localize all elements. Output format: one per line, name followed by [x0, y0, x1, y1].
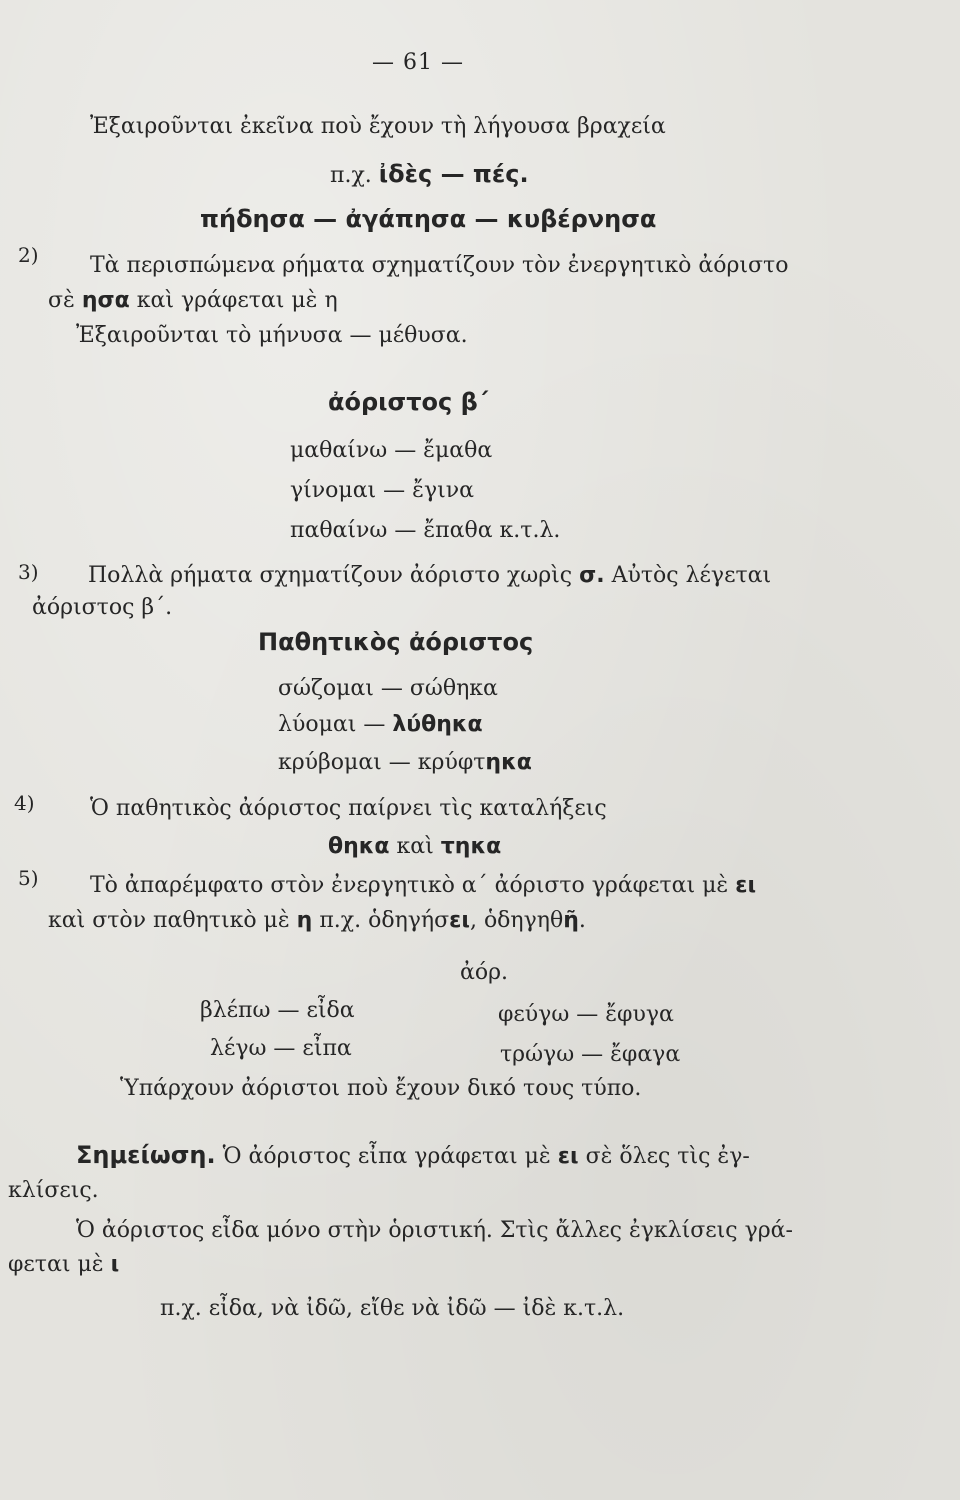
pidisa-examples: πήδησα — ἀγάπησα — κυβέρνησα: [200, 205, 657, 233]
item-2-isa-ending: ησα: [81, 288, 130, 313]
note-ei: ει: [557, 1144, 579, 1169]
passive-example-2-a: λύομαι —: [278, 712, 386, 737]
aorist-left-example-2: λέγω — εἶπα: [210, 1036, 352, 1061]
item-4-number: 4): [14, 791, 35, 815]
note-line: [76, 1143, 750, 1168]
note-2-line: Ὁ ἀόριστος εἶδα μόνο στὴν ὁριστική. Στὶς ἄλλες ἐγκλίσεις γρά-: [76, 1218, 793, 1243]
passive-example-2-b: λύθηκα: [392, 712, 483, 737]
item-3-number: 3): [18, 560, 39, 584]
item-3-line: [88, 565, 771, 587]
item-5-cont-b: π.χ. ὁδηγήσ: [319, 908, 450, 933]
aorist-b-example-2: γίνομαι — ἔγινα: [290, 478, 474, 503]
note-2-iota: ι: [110, 1252, 120, 1277]
example-ides-pes-line: [330, 162, 529, 187]
note-text-a: Ὁ ἀόριστος εἶπα γράφεται μὲ: [222, 1144, 551, 1169]
item-5-continuation: [48, 910, 586, 932]
aorist-left-example-1: βλέπω — εἶδα: [200, 998, 355, 1023]
passive-example-3-b: ηκα: [485, 750, 532, 775]
final-example-line: π.χ. εἶδα, νὰ ἰδῶ, εἴθε νὰ ἰδῶ — ἰδὲ κ.τ.λ.: [160, 1296, 625, 1321]
item-2-number: 2): [18, 243, 39, 267]
aorist-right-example-1: φεύγω — ἔφυγα: [498, 1002, 674, 1027]
aorist-b-example-3: παθαίνω — ἔπαθα κ.τ.λ.: [290, 518, 561, 543]
item-2-text: Τὰ περισπώμενα ρήματα σχηματίζουν τὸν ἐνεργητικὸ ἀόριστο: [90, 253, 789, 278]
item-5-cont-d: .: [578, 908, 586, 933]
note-continuation: κλίσεις.: [8, 1178, 99, 1203]
aorist-b-heading: ἀόριστος β΄: [328, 388, 489, 416]
item-5-cont-a: καὶ στὸν παθητικὸ μὲ: [48, 908, 290, 933]
aorist-b-example-1: μαθαίνω — ἔμαθα: [290, 438, 493, 463]
item-5-cont-c: , ὁδηγηθ: [469, 908, 564, 933]
item-5-cont-eta: ῆ: [563, 908, 579, 933]
item-5-cont-ei: ει: [449, 908, 470, 933]
item-4-thika: θηκα: [328, 834, 390, 859]
exceptions-short-vowel-line: Ἐξαιροῦνται ἐκεῖνα ποὺ ἔχουν τὴ λήγουσα βραχεία: [90, 114, 666, 139]
passive-aorist-heading: Παθητικὸς ἀόριστος: [258, 628, 534, 656]
example-ides-pes: ἰδὲς — πές.: [378, 160, 529, 188]
item-2-exceptions-words: μήνυσα — μέθυσα.: [258, 323, 468, 348]
item-2-tail: καὶ γράφεται μὲ η: [136, 288, 338, 313]
item-4-text: Ὁ παθητικὸς ἀόριστος παίρνει τὶς καταλήξεις: [90, 796, 607, 821]
item-5-text: Τὸ ἀπαρέμφατο στὸν ἐνεργητικὸ α΄ ἀόριστο γράφεται μὲ: [90, 873, 729, 898]
item-2-exceptions-line: [76, 325, 468, 347]
note-label: Σημείωση.: [76, 1141, 216, 1169]
own-form-line: Ὑπάρχουν ἀόριστοι ποὺ ἔχουν δικό τους τύπο.: [120, 1076, 642, 1101]
item-5-line: [90, 875, 756, 897]
aorist-right-example-2: τρώγω — ἔφαγα: [500, 1042, 681, 1067]
item-3-sigma: σ.: [579, 563, 605, 588]
item-4-kai: καὶ: [396, 834, 434, 859]
item-5-ei: ει: [735, 873, 757, 898]
item-3-tail: Αὐτὸς λέγεται: [611, 563, 772, 588]
item-5-number: 5): [18, 866, 39, 890]
passive-example-1: σώζομαι — σώθηκα: [278, 676, 498, 701]
note-2-cont-a: φεται μὲ: [8, 1252, 104, 1277]
passive-example-2: [278, 714, 483, 736]
item-2-exceptions: Ἐξαιροῦνται τὸ: [76, 323, 252, 348]
page-number: — 61 —: [372, 50, 464, 75]
item-4-tika: τηκα: [440, 834, 502, 859]
passive-example-3: [278, 752, 532, 774]
note-text-b: σὲ ὅλες τὶς ἐγ-: [585, 1144, 750, 1169]
item-5-eta: η: [296, 908, 313, 933]
item-2-se: σὲ: [48, 288, 75, 313]
item-4-endings-line: [328, 836, 501, 858]
item-2-isa-line: [48, 290, 338, 312]
example-prefix: π.χ.: [330, 163, 372, 188]
passive-example-3-a: κρύβομαι — κρύφτ: [278, 750, 486, 775]
item-3-text: Πολλὰ ρήματα σχηματίζουν ἀόριστο χωρὶς: [88, 563, 573, 588]
aorist-label: ἀόρ.: [460, 960, 509, 985]
item-3-continuation: ἀόριστος β΄.: [32, 595, 173, 620]
note-2-continuation: [8, 1254, 119, 1276]
